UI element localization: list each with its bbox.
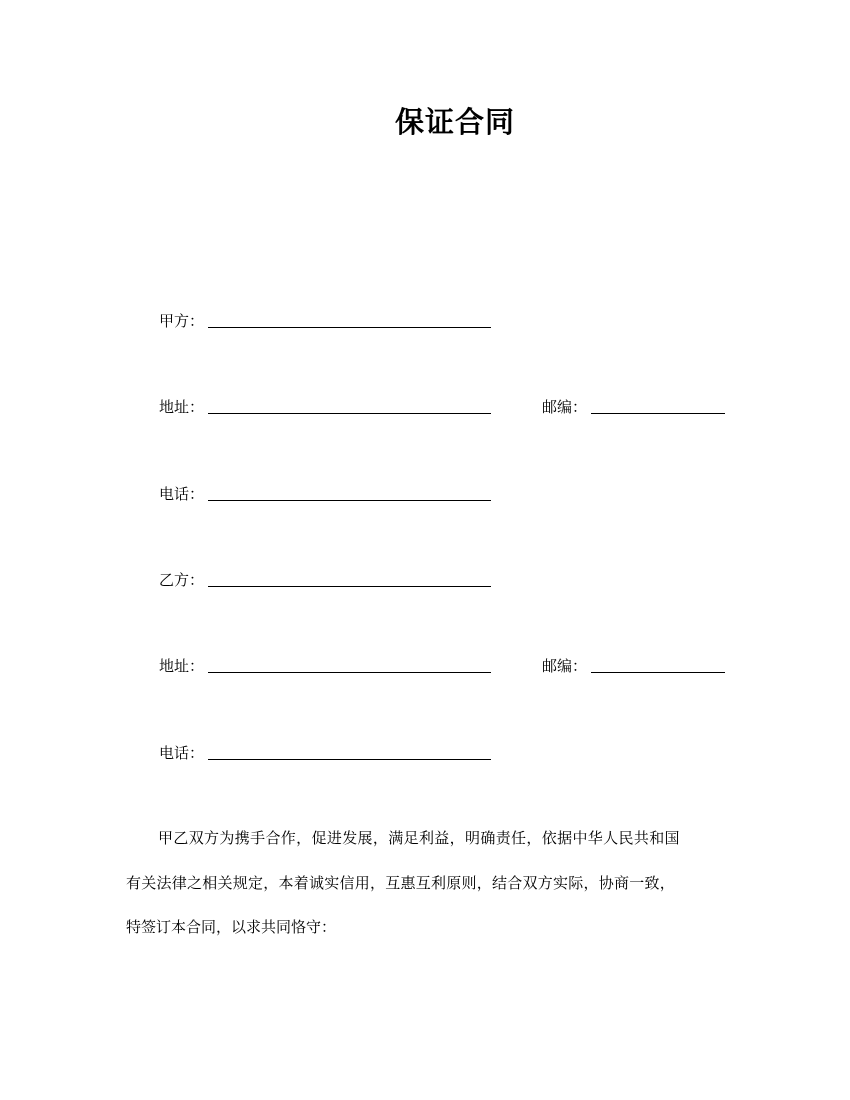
party-a-label: 甲方： [159,312,205,330]
party-b-label: 乙方： [159,571,205,589]
party-b-phone-label: 电话： [159,744,205,762]
preamble-line-3: 特签订本合同，以求共同恪守： [126,918,337,936]
party-b-phone-blank-line[interactable] [208,759,491,760]
page-title: 保证合同 [394,105,515,139]
party-b-postcode-label: 邮编： [542,657,588,675]
party-a-blank-line[interactable] [208,327,491,328]
party-a-postcode-blank-line[interactable] [591,413,725,414]
party-b-blank-line[interactable] [208,586,491,587]
preamble-line-1: 甲乙双方为携手合作，促进发展，满足利益，明确责任，依据中华人民共和国 [158,829,680,847]
party-b-postcode-blank-line[interactable] [591,672,725,673]
party-a-phone-label: 电话： [159,485,205,503]
preamble-line-2: 有关法律之相关规定，本着诚实信用，互惠互利原则，结合双方实际，协商一致， [126,874,676,892]
party-b-address-label: 地址： [159,657,205,675]
party-b-address-blank-line[interactable] [208,672,491,673]
party-a-address-label: 地址： [159,398,205,416]
party-a-address-blank-line[interactable] [208,413,491,414]
party-a-postcode-label: 邮编： [542,398,588,416]
party-a-phone-blank-line[interactable] [208,500,491,501]
